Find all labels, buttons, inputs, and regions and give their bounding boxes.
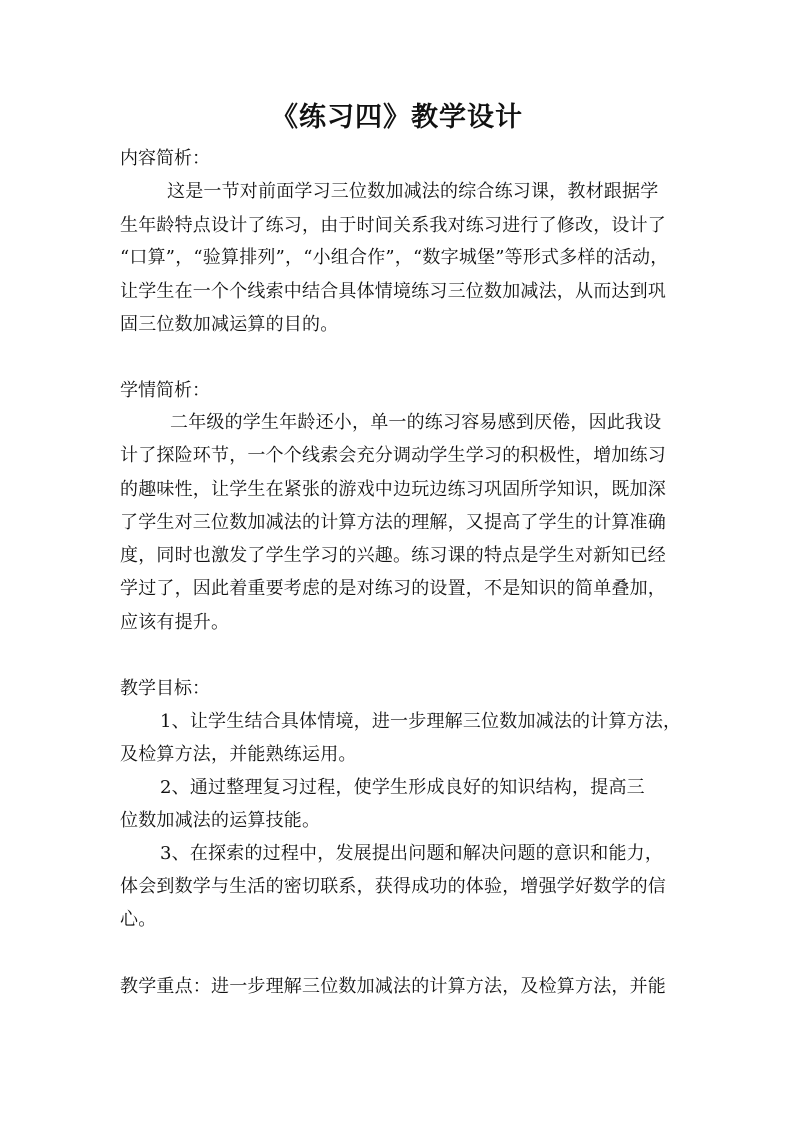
paragraph-line: 的趣味性，让学生在紧张的游戏中边玩边练习巩固所学知识，既加深 bbox=[120, 479, 666, 500]
paragraph-line: 固三位数加减运算的目的。 bbox=[120, 314, 339, 335]
paragraph-line: 二年级的学生年龄还小，单一的练习容易感到厌倦，因此我设 bbox=[170, 412, 662, 433]
paragraph-line: 及检算方法，并能熟练运用。 bbox=[120, 744, 357, 765]
section-heading-teaching-goals: 教学目标： bbox=[120, 678, 210, 699]
paragraph-line: 2、通过整理复习过程，使学生形成良好的知识结构，提高三 bbox=[160, 777, 645, 798]
paragraph-line: 这是一节对前面学习三位数加减法的综合练习课，教材跟据学 bbox=[167, 181, 659, 202]
paragraph-line: 位数加减法的运算技能。 bbox=[120, 810, 321, 831]
paragraph-line: 学过了，因此着重要考虑的是对练习的设置，不是知识的简单叠加， bbox=[120, 578, 666, 599]
paragraph-line: 应该有提升。 bbox=[120, 612, 230, 633]
paragraph-line: 进一步理解三位数加减法的计算方法，及检算方法，并能 bbox=[211, 976, 666, 997]
paragraph-line: 心。 bbox=[120, 909, 157, 930]
paragraph-line: 度，同时也激发了学生学习的兴趣。练习课的特点是学生对新知已经 bbox=[120, 545, 666, 566]
paragraph-line: 生年龄特点设计了练习，由于时间关系我对练习进行了修改，设计了 bbox=[120, 215, 666, 236]
paragraph-line: “口算”，“验算排列”，“小组合作”，“数字城堡”等形式多样的活动， bbox=[120, 247, 669, 268]
paragraph-line: 让学生在一个个线索中结合具体情境练习三位数加减法，从而达到巩 bbox=[120, 281, 666, 302]
paragraph-line: 1、让学生结合具体情境，进一步理解三位数加减法的计算方法， bbox=[160, 711, 682, 732]
paragraph-line: 计了探险环节，一个个线索会充分调动学生学习的积极性，增加练习 bbox=[120, 445, 666, 466]
paragraph-line: 3、在探索的过程中，发展提出问题和解决问题的意识和能力， bbox=[160, 843, 664, 864]
section-heading-teaching-focus: 教学重点： bbox=[120, 976, 211, 997]
section-heading-student-analysis: 学情简析： bbox=[120, 380, 210, 401]
teaching-focus-line bbox=[120, 974, 666, 1000]
section-heading-content-analysis: 内容简析： bbox=[120, 148, 210, 169]
document-title: 《练习四》教学设计 bbox=[271, 102, 523, 133]
paragraph-line: 体会到数学与生活的密切联系，获得成功的体验，增强学好数学的信 bbox=[120, 876, 666, 897]
paragraph-line: 了学生对三位数加减法的计算方法的理解，又提高了学生的计算准确 bbox=[120, 512, 666, 533]
